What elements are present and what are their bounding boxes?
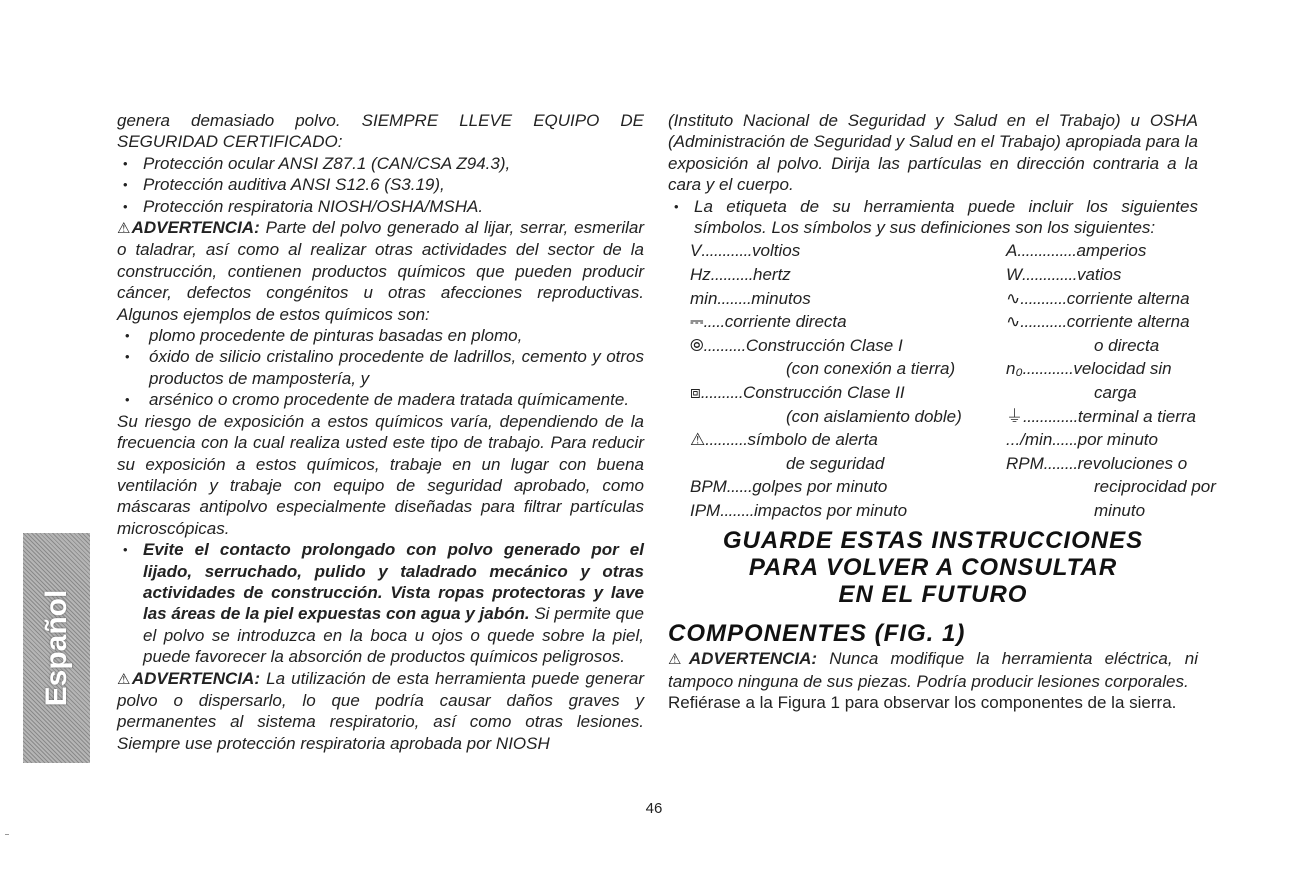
continuation-text: (Instituto Nacional de Seguridad y Salud en el Trabajo) u OSHA (Administración de Seguridad y Salud en el Trabajo) apropiada para la exposición al polvo. Dirija las partículas en dirección contraria a la cara y el cuerpo. xyxy=(668,111,1198,195)
symbol-row xyxy=(1006,311,1218,332)
leader-dots: .......... xyxy=(703,335,746,355)
leader-dots: ........... xyxy=(1020,312,1067,332)
list-item: • Protección auditiva ANSI S12.6 (S3.19), xyxy=(117,174,644,195)
symbol-glyph: V xyxy=(690,241,702,261)
warning-text-2: La utilización de esta herramienta puede generar polvo o dispersarlo, lo que podría causar daños graves y permanentes al sistema respiratorio, así como otras lesiones. Siempre use protección respiratoria aprobada por NIOSH xyxy=(117,668,644,753)
warning-text: Parte del polvo generado al lijar, serrar, esmerilar o taladrar, así como al realizar otras actividades del sector de la construcción, contienen productos químicos que pueden producir cáncer, defectos congénitos u otras afecciones reproductivas. Algunos ejemplos de estos químicos son: xyxy=(117,218,644,324)
symbol-definition: símbolo de alerta xyxy=(747,430,878,450)
ppe-list xyxy=(117,153,644,217)
symbol-glyph: ⦾ xyxy=(690,335,704,355)
symbol-row xyxy=(1006,476,1218,497)
figure-reference: Refiérase a la Figura 1 para observar los componentes de la sierra. xyxy=(668,693,1177,713)
symbol-definition: carga xyxy=(1094,383,1137,402)
leader-dots: ........ xyxy=(717,288,752,308)
symbol-definition: revoluciones o xyxy=(1077,453,1188,473)
symbol-row xyxy=(1006,406,1218,427)
side-tab-label: Español xyxy=(39,589,73,707)
list-item: • arsénico o cromo procedente de madera tratada químicamente. xyxy=(119,389,644,410)
symbol-row xyxy=(690,453,1006,474)
symbol-definitions-table xyxy=(690,240,1216,521)
symbol-row xyxy=(690,500,1006,521)
label-bullet: • La etiqueta de su herramienta puede incluir los siguientes símbolos. Los símbolos y sus definiciones son los siguientes: xyxy=(668,196,1198,239)
symbol-row xyxy=(1006,500,1218,521)
symbol-glyph: ⎓ xyxy=(690,312,704,332)
symbol-definition: golpes por minuto xyxy=(752,477,888,497)
symbol-definition: Construcción Clase I xyxy=(745,335,903,355)
symbol-definition: minuto xyxy=(1094,500,1146,520)
left-column xyxy=(117,110,644,754)
symbol-row xyxy=(690,382,1006,403)
symbol-row xyxy=(1006,240,1218,261)
chemicals-list xyxy=(117,325,644,411)
list-item: • plomo procedente de pinturas basadas en plomo, xyxy=(119,325,644,346)
symbol-row xyxy=(690,406,1006,427)
warning-paragraph-3: ⚠ADVERTENCIA: Nunca modifique la herramienta eléctrica, ni tampoco ninguna de sus piezas. Podría producir lesiones corporales. xyxy=(668,649,1198,691)
symbol-row xyxy=(690,240,1006,261)
symbol-glyph: .../min xyxy=(1006,430,1053,450)
list-item: • Protección respiratoria NIOSH/OSHA/MSHA. xyxy=(117,196,644,217)
leader-dots: ............ xyxy=(701,241,753,261)
symbol-row xyxy=(690,429,1006,450)
symbol-row xyxy=(690,358,1006,379)
warning-triangle-icon: ⚠ xyxy=(668,651,689,669)
symbol-row xyxy=(1006,264,1218,285)
symbol-definition: hertz xyxy=(753,265,791,285)
symbol-definition: impactos por minuto xyxy=(754,500,908,520)
warning-text-3: Nunca modifique la herramienta eléctrica, ni tampoco ninguna de sus piezas. Podría producir lesiones corporales. xyxy=(668,649,1198,691)
symbol-glyph: ⧈ xyxy=(690,383,701,402)
symbol-row xyxy=(690,476,1006,497)
symbol-glyph: W xyxy=(1006,265,1023,285)
symbol-definition: amperios xyxy=(1076,241,1147,261)
symbol-row xyxy=(1006,358,1218,379)
symbol-definition: corriente alterna xyxy=(1066,312,1190,332)
edge-mark xyxy=(5,834,9,835)
risk-paragraph: Su riesgo de exposición a estos químicos varía, dependiendo de la frecuencia con la cual realiza usted este tipo de trabajo. Para reducir su exposición a estos químicos, trabaje en un lugar con buena ventilación y trabaje con equipo de seguridad aprobado, como máscaras antipolvo especialmente diseñadas para filtrar partículas microscópicas. xyxy=(117,411,644,538)
symbol-glyph: n₀ xyxy=(1006,359,1023,379)
avoid-contact-bullet xyxy=(117,539,644,667)
page-number: 46 xyxy=(645,800,663,817)
symbol-definition: (con aislamiento doble) xyxy=(786,406,962,426)
symbol-definition: velocidad sin xyxy=(1073,359,1172,379)
symbol-glyph: RPM xyxy=(1006,453,1044,473)
symbol-glyph: BPM xyxy=(690,477,727,497)
symbol-definition: Construcción Clase II xyxy=(743,383,905,402)
leader-dots: ............. xyxy=(1023,406,1078,426)
symbol-definition: corriente alterna xyxy=(1066,288,1190,308)
leader-dots: ............. xyxy=(1022,265,1077,285)
leader-dots: .......... xyxy=(705,430,748,450)
section-title: COMPONENTES (FIG. 1) xyxy=(668,620,966,648)
symbol-row xyxy=(690,264,1006,285)
symbol-row xyxy=(690,311,1006,332)
leader-dots: ........ xyxy=(1043,453,1078,473)
symbol-row xyxy=(1006,382,1218,403)
list-item: • óxido de silicio cristalino procedente de ladrillos, cemento y otros productos de mampostería, y xyxy=(119,346,644,389)
warning-triangle-icon: ⚠ xyxy=(117,220,132,238)
warning-triangle-icon: ⚠ xyxy=(117,670,132,688)
leader-dots: ...... xyxy=(1052,430,1078,450)
leader-dots: ..... xyxy=(703,312,725,332)
symbol-definition: por minuto xyxy=(1077,430,1158,450)
leader-dots: .......... xyxy=(710,265,754,285)
symbol-definition: corriente directa xyxy=(724,312,847,332)
symbol-definition: voltios xyxy=(752,241,801,261)
leader-dots: ...... xyxy=(726,477,753,497)
symbol-row xyxy=(1006,429,1218,450)
symbol-glyph: ⏚ xyxy=(1006,406,1023,426)
list-item: • Protección ocular ANSI Z87.1 (CAN/CSA Z94.3), xyxy=(117,153,644,174)
leader-dots: .......... xyxy=(700,383,744,402)
leader-dots: ........ xyxy=(720,500,755,520)
symbol-definition: terminal a tierra xyxy=(1077,406,1197,426)
warning-paragraph: ⚠ADVERTENCIA: Parte del polvo generado al lijar, serrar, esmerilar o taladrar, así como al realizar otras actividades del sector de la construcción, contienen productos químicos que pueden producir cáncer, defectos congénitos u otras afecciones reproductivas. Algunos ejemplos de estos químicos son: xyxy=(117,218,644,324)
symbol-row xyxy=(1006,335,1218,356)
intro-text: genera demasiado polvo. SIEMPRE LLEVE EQUIPO DE SEGURIDAD CERTIFICADO: xyxy=(117,111,644,152)
leader-dots: ........... xyxy=(1020,288,1067,308)
symbol-row xyxy=(1006,288,1218,309)
symbol-definition: reciprocidad por xyxy=(1094,477,1216,497)
avoid-rest-text: Si permite que el polvo se introduzca en la boca u ojos o quede sobre la piel, puede favorecer la absorción de productos químicos peligrosos. xyxy=(143,604,644,667)
symbol-definition: o directa xyxy=(1094,335,1160,355)
symbol-glyph: Hz xyxy=(690,265,711,285)
symbol-definition: (con conexión a tierra) xyxy=(786,359,956,379)
warning-paragraph-2: ⚠ADVERTENCIA: La utilización de esta herramienta puede generar polvo o dispersarlo, lo que podría causar daños graves y permanentes al sistema respiratorio, así como otras lesiones. Siempre use protección respiratoria aprobada por NIOSH xyxy=(117,668,644,753)
symbol-definition: vatios xyxy=(1076,265,1122,285)
save-instructions-headline: GUARDE ESTAS INSTRUCCIONES PARA VOLVER A CONSULTAR EN EL FUTURO xyxy=(722,527,1144,609)
leader-dots: ............ xyxy=(1022,359,1074,379)
symbol-glyph: ∿ xyxy=(1006,312,1021,332)
right-column xyxy=(668,110,1216,714)
symbol-row xyxy=(690,288,1006,309)
symbol-glyph: ∿ xyxy=(1006,288,1021,308)
symbol-definition: minutos xyxy=(751,288,811,308)
symbol-row xyxy=(1006,453,1218,474)
avoid-bold-text: Evite el contacto prolongado con polvo generado por el lijado, serruchado, pulido y taladrado mecánico y otras actividades de construcción. Vista ropas protectoras y lave las áreas de la piel expuestas con agua y jabón. xyxy=(143,540,644,624)
symbol-glyph: IPM xyxy=(690,500,721,520)
symbol-glyph: min xyxy=(690,288,718,308)
symbol-definition: de seguridad xyxy=(786,453,885,473)
language-side-tab xyxy=(23,533,90,763)
symbol-glyph: ⚠ xyxy=(690,430,706,450)
leader-dots: .............. xyxy=(1017,241,1077,261)
symbol-glyph: A xyxy=(1006,241,1018,261)
symbol-row xyxy=(690,335,1006,356)
